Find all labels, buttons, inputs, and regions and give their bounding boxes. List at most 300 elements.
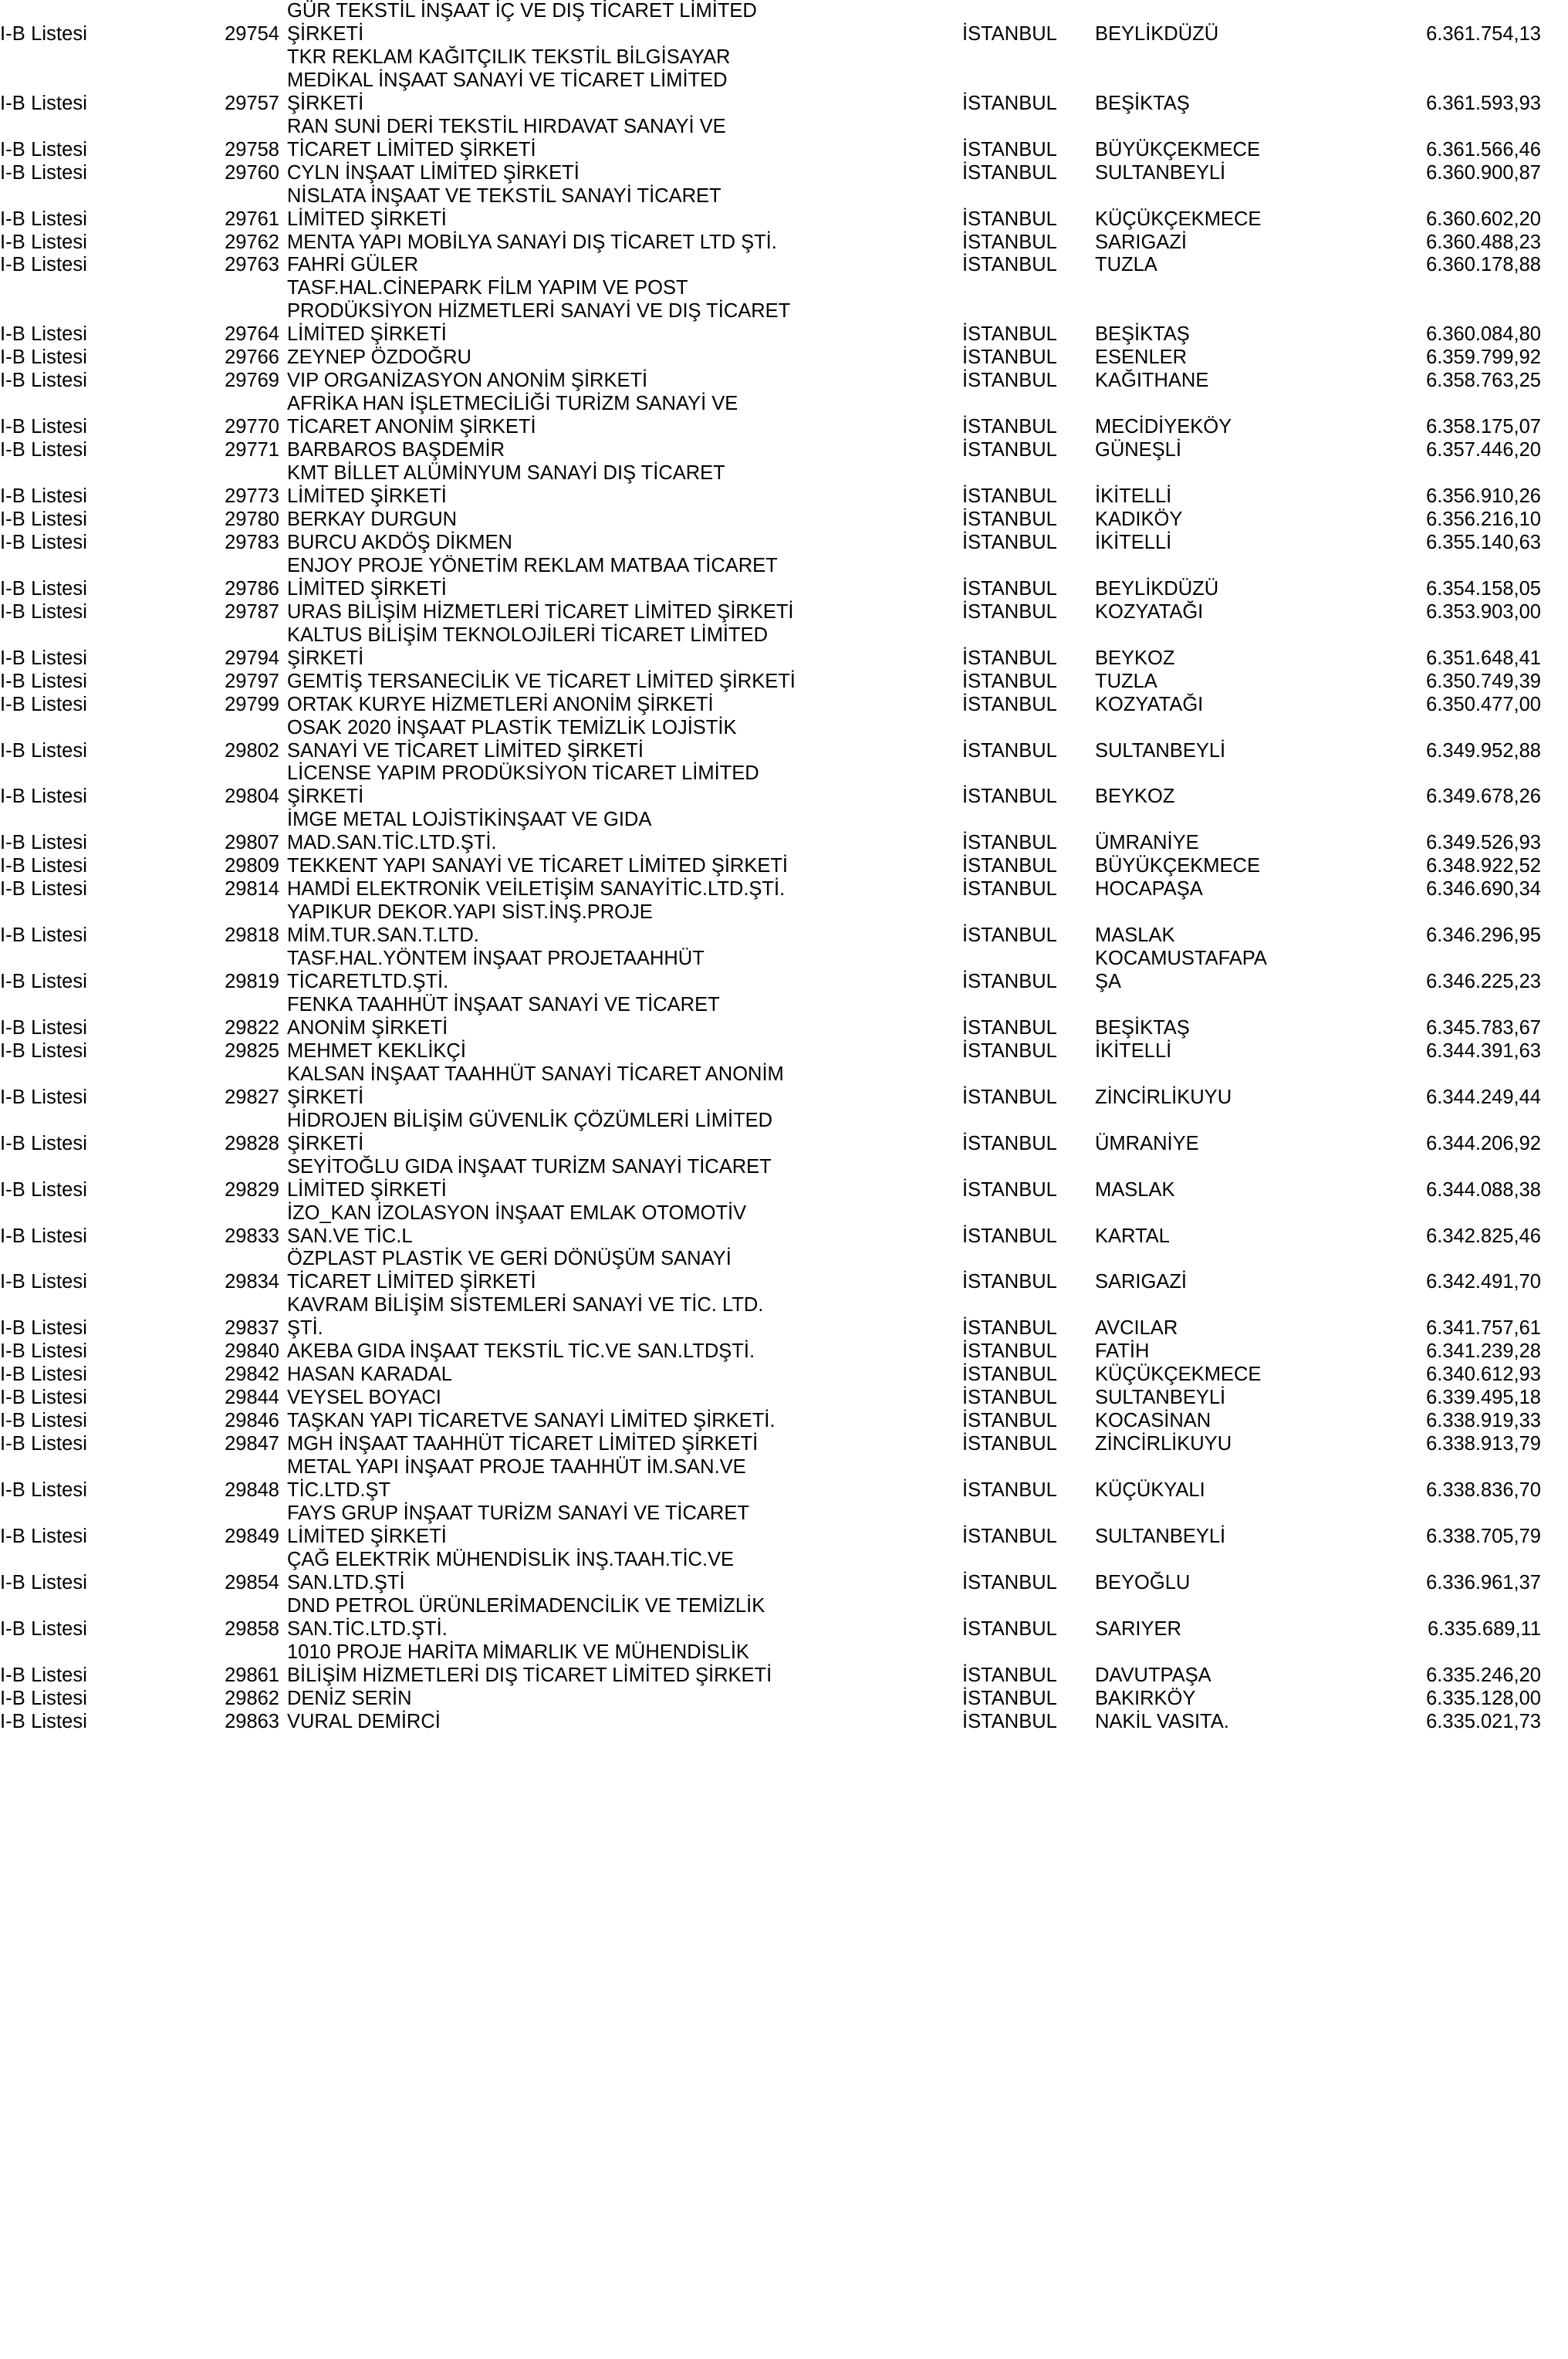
cell-taxpayer-name bbox=[287, 185, 962, 232]
cell-spacer bbox=[279, 1595, 287, 1641]
cell-list-type: I-B Listesi bbox=[0, 370, 88, 392]
cell-taxpayer-name bbox=[287, 1641, 962, 1688]
cell-spacer bbox=[133, 0, 196, 46]
cell-spacer bbox=[1086, 901, 1095, 948]
table-row bbox=[0, 232, 1568, 255]
cell-sequence-number: 29847 bbox=[225, 1433, 279, 1455]
cell-city: İSTANBUL bbox=[962, 161, 1057, 184]
cell-tax-office bbox=[1095, 948, 1319, 994]
cell-spacer bbox=[133, 1340, 196, 1364]
cell-list-type: I-B Listesi bbox=[0, 208, 88, 230]
cell-tax-office bbox=[1095, 1433, 1319, 1456]
cell-taxpayer-name bbox=[287, 1040, 962, 1063]
cell-sequence-number: 29804 bbox=[225, 786, 279, 808]
cell-debt-amount: 6.338.705,79 bbox=[1426, 1525, 1541, 1547]
cell-spacer bbox=[133, 509, 196, 532]
table-row bbox=[0, 1063, 1568, 1110]
cell-spacer bbox=[1086, 370, 1095, 393]
cell-spacer bbox=[279, 624, 287, 671]
cell-spacer bbox=[1541, 462, 1568, 509]
cell-debt-amount: 6.335.246,20 bbox=[1426, 1664, 1541, 1686]
cell-tax-office bbox=[1095, 1156, 1319, 1202]
cell-sequence-number: 29761 bbox=[225, 208, 279, 230]
tax-office-line: SARIGAZİ bbox=[1095, 1271, 1188, 1293]
cell-spacer bbox=[1541, 555, 1568, 601]
cell-city: İSTANBUL bbox=[962, 346, 1057, 369]
cell-spacer bbox=[1086, 555, 1095, 601]
cell-spacer bbox=[1086, 346, 1095, 370]
table-row bbox=[0, 509, 1568, 532]
cell-tax-office bbox=[1095, 277, 1319, 346]
cell-debt-amount: 6.345.783,67 bbox=[1426, 1016, 1541, 1039]
cell-spacer bbox=[279, 694, 287, 717]
cell-list-type: I-B Listesi bbox=[0, 346, 88, 369]
taxpayer-name-line: SAN.TİC.LTD.ŞTİ. bbox=[287, 1617, 448, 1640]
cell-taxpayer-name bbox=[287, 624, 962, 671]
cell-taxpayer-name bbox=[287, 1248, 962, 1294]
tax-office-line: MASLAK bbox=[1095, 924, 1175, 947]
tax-office-line: ÜMRANİYE bbox=[1095, 1132, 1199, 1154]
taxpayer-name-line: LİMİTED ŞİRKETİ bbox=[287, 1178, 447, 1201]
table-row bbox=[0, 694, 1568, 717]
cell-sequence-number: 29858 bbox=[225, 1617, 279, 1640]
cell-debt-amount: 6.351.648,41 bbox=[1426, 647, 1541, 669]
cell-list-type: I-B Listesi bbox=[0, 647, 88, 669]
cell-spacer bbox=[133, 1456, 196, 1502]
cell-spacer bbox=[133, 277, 196, 346]
taxpayer-name-line: LİCENSE YAPIM PRODÜKSİYON TİCARET LİMİTED bbox=[287, 762, 759, 785]
table-row bbox=[0, 1595, 1568, 1641]
cell-debt-amount: 6.342.825,46 bbox=[1426, 1225, 1541, 1247]
cell-spacer bbox=[1541, 1387, 1568, 1410]
cell-spacer bbox=[1541, 994, 1568, 1040]
cell-spacer bbox=[133, 948, 196, 994]
table-row bbox=[0, 1248, 1568, 1294]
tax-office-line: KAĞITHANE bbox=[1095, 370, 1209, 392]
cell-spacer bbox=[279, 1711, 287, 1734]
cell-city: İSTANBUL bbox=[962, 1317, 1057, 1340]
taxpayer-name-line: TİCARETLTD.ŞTİ. bbox=[287, 971, 449, 993]
cell-spacer bbox=[1541, 855, 1568, 878]
cell-list-type: I-B Listesi bbox=[0, 1132, 88, 1154]
taxpayer-name-line: VIP ORGANİZASYON ANONİM ŞİRKETİ bbox=[287, 370, 648, 392]
cell-city: İSTANBUL bbox=[962, 370, 1057, 392]
cell-sequence-number: 29842 bbox=[225, 1364, 279, 1386]
taxpayer-name-line: LİMİTED ŞİRKETİ bbox=[287, 1525, 447, 1547]
cell-taxpayer-name bbox=[287, 346, 962, 370]
cell-tax-office bbox=[1095, 254, 1319, 277]
cell-sequence-number: 29758 bbox=[225, 138, 279, 161]
taxpayer-name-line: 1010 PROJE HARİTA MİMARLIK VE MÜHENDİSLİK bbox=[287, 1641, 749, 1663]
cell-spacer bbox=[133, 346, 196, 370]
cell-debt-amount: 6.348.922,52 bbox=[1426, 855, 1541, 877]
cell-spacer bbox=[279, 1340, 287, 1364]
taxpayer-name-line: ŞİRKETİ bbox=[287, 786, 364, 808]
cell-spacer bbox=[1086, 948, 1095, 994]
cell-spacer bbox=[1541, 254, 1568, 277]
cell-tax-office bbox=[1095, 1110, 1319, 1156]
cell-spacer bbox=[279, 439, 287, 462]
cell-spacer bbox=[1086, 1063, 1095, 1110]
cell-sequence-number: 29822 bbox=[225, 1016, 279, 1039]
taxpayer-name-line: BİLİŞİM HİZMETLERİ DIŞ TİCARET LİMİTED ŞİRKETİ bbox=[287, 1664, 772, 1686]
cell-tax-office bbox=[1095, 694, 1319, 717]
cell-tax-office bbox=[1095, 1595, 1319, 1641]
cell-spacer bbox=[1086, 1433, 1095, 1456]
cell-taxpayer-name bbox=[287, 1156, 962, 1202]
cell-debt-amount: 6.341.239,28 bbox=[1426, 1340, 1541, 1363]
cell-taxpayer-name bbox=[287, 162, 962, 185]
cell-spacer bbox=[1541, 1110, 1568, 1156]
taxpayer-name-line: NİSLATA İNŞAAT VE TEKSTİL SANAYİ TİCARET bbox=[287, 184, 721, 207]
cell-tax-office bbox=[1095, 809, 1319, 855]
cell-spacer bbox=[133, 462, 196, 509]
cell-list-type: I-B Listesi bbox=[0, 670, 88, 692]
cell-spacer bbox=[133, 46, 196, 116]
cell-tax-office bbox=[1095, 1502, 1319, 1549]
cell-spacer bbox=[1541, 1202, 1568, 1249]
cell-tax-office bbox=[1095, 185, 1319, 232]
cell-spacer bbox=[1086, 1711, 1095, 1734]
cell-city: İSTANBUL bbox=[962, 1132, 1057, 1154]
cell-debt-amount: 6.360.900,87 bbox=[1426, 161, 1541, 184]
cell-spacer bbox=[1541, 1595, 1568, 1641]
cell-spacer bbox=[279, 232, 287, 255]
cell-spacer bbox=[279, 1387, 287, 1410]
cell-spacer bbox=[133, 994, 196, 1040]
table-row bbox=[0, 254, 1568, 277]
cell-city: İSTANBUL bbox=[962, 1525, 1057, 1547]
tax-office-line: ZİNCİRLİKUYU bbox=[1095, 1086, 1232, 1108]
cell-spacer bbox=[133, 162, 196, 185]
cell-spacer bbox=[133, 855, 196, 878]
taxpayer-name-line: LİMİTED ŞİRKETİ bbox=[287, 485, 447, 508]
table-row bbox=[0, 901, 1568, 948]
cell-spacer bbox=[279, 1202, 287, 1249]
cell-list-type: I-B Listesi bbox=[0, 1271, 88, 1293]
cell-spacer bbox=[133, 254, 196, 277]
cell-taxpayer-name bbox=[287, 1410, 962, 1433]
taxpayer-name-line: MEHMET KEKLİKÇİ bbox=[287, 1039, 466, 1062]
cell-tax-office bbox=[1095, 1063, 1319, 1110]
taxpayer-name-line: METAL YAPI İNŞAAT PROJE TAAHHÜT İM.SAN.VE bbox=[287, 1456, 746, 1479]
cell-tax-office bbox=[1095, 1410, 1319, 1433]
cell-spacer bbox=[1086, 1688, 1095, 1711]
cell-spacer bbox=[1086, 1364, 1095, 1387]
cell-sequence-number: 29757 bbox=[225, 92, 279, 114]
cell-debt-amount: 6.353.903,00 bbox=[1426, 600, 1541, 623]
cell-spacer bbox=[1086, 994, 1095, 1040]
cell-spacer bbox=[1086, 232, 1095, 255]
cell-sequence-number: 29760 bbox=[225, 161, 279, 184]
cell-list-type: I-B Listesi bbox=[0, 439, 88, 461]
table-row bbox=[0, 1456, 1568, 1502]
cell-list-type: I-B Listesi bbox=[0, 1617, 88, 1640]
tax-office-line: GÜNEŞLİ bbox=[1095, 439, 1181, 461]
cell-spacer bbox=[1541, 948, 1568, 994]
cell-sequence-number: 29780 bbox=[225, 508, 279, 530]
tax-office-line: KOZYATAĞI bbox=[1095, 693, 1204, 715]
cell-spacer bbox=[279, 1410, 287, 1433]
cell-spacer bbox=[279, 555, 287, 601]
taxpayer-name-line: VURAL DEMİRCİ bbox=[287, 1710, 441, 1732]
cell-list-type: I-B Listesi bbox=[0, 786, 88, 808]
tax-office-line: İKİTELLİ bbox=[1095, 1039, 1172, 1062]
cell-spacer bbox=[279, 1063, 287, 1110]
tax-office-line: KÜÇÜKÇEKMECE bbox=[1095, 208, 1262, 230]
tax-office-line: SARIYER bbox=[1095, 1617, 1181, 1640]
cell-spacer bbox=[1086, 855, 1095, 878]
cell-taxpayer-name bbox=[287, 1595, 962, 1641]
cell-spacer bbox=[1541, 901, 1568, 948]
cell-city: İSTANBUL bbox=[962, 1433, 1057, 1455]
cell-debt-amount: 6.349.952,88 bbox=[1426, 739, 1541, 762]
cell-spacer bbox=[133, 1433, 196, 1456]
cell-spacer bbox=[133, 232, 196, 255]
cell-spacer bbox=[133, 601, 196, 624]
table-row bbox=[0, 462, 1568, 509]
cell-spacer bbox=[1086, 1156, 1095, 1202]
cell-spacer bbox=[279, 1688, 287, 1711]
table-row bbox=[0, 1202, 1568, 1249]
cell-tax-office bbox=[1095, 346, 1319, 370]
cell-tax-office bbox=[1095, 1688, 1319, 1711]
cell-spacer bbox=[1086, 462, 1095, 509]
cell-spacer bbox=[133, 694, 196, 717]
table-row bbox=[0, 1387, 1568, 1410]
cell-spacer bbox=[1541, 624, 1568, 671]
cell-list-type: I-B Listesi bbox=[0, 1387, 88, 1409]
cell-city: İSTANBUL bbox=[962, 323, 1057, 346]
cell-list-type: I-B Listesi bbox=[0, 1364, 88, 1386]
cell-spacer bbox=[1086, 46, 1095, 116]
cell-tax-office bbox=[1095, 1387, 1319, 1410]
cell-taxpayer-name bbox=[287, 46, 962, 116]
cell-spacer bbox=[1541, 46, 1568, 116]
cell-taxpayer-name bbox=[287, 901, 962, 948]
cell-spacer bbox=[133, 1110, 196, 1156]
cell-list-type: I-B Listesi bbox=[0, 832, 88, 854]
cell-tax-office bbox=[1095, 1340, 1319, 1364]
cell-spacer bbox=[1541, 671, 1568, 694]
cell-tax-office bbox=[1095, 162, 1319, 185]
cell-debt-amount: 6.358.175,07 bbox=[1426, 416, 1541, 438]
cell-city: İSTANBUL bbox=[962, 1664, 1057, 1686]
cell-spacer bbox=[279, 671, 287, 694]
cell-spacer bbox=[1541, 1711, 1568, 1734]
cell-tax-office bbox=[1095, 46, 1319, 116]
taxpayer-name-line: ÖZPLAST PLASTİK VE GERİ DÖNÜŞÜM SANAYİ bbox=[287, 1248, 732, 1270]
cell-list-type: I-B Listesi bbox=[0, 924, 88, 947]
cell-city: İSTANBUL bbox=[962, 1571, 1057, 1594]
taxpayer-name-line: HİDROJEN BİLİŞİM GÜVENLİK ÇÖZÜMLERİ LİMİTED bbox=[287, 1109, 773, 1131]
table-row bbox=[0, 948, 1568, 994]
cell-spacer bbox=[279, 116, 287, 162]
table-row bbox=[0, 116, 1568, 162]
cell-city: İSTANBUL bbox=[962, 22, 1057, 45]
cell-list-type: I-B Listesi bbox=[0, 1525, 88, 1547]
taxpayer-name-line: KALSAN İNŞAAT TAAHHÜT SANAYİ TİCARET ANONİM bbox=[287, 1063, 784, 1085]
cell-taxpayer-name bbox=[287, 1549, 962, 1595]
taxpayer-name-line: TEKKENT YAPI SANAYİ VE TİCARET LİMİTED ŞİRKETİ bbox=[287, 855, 789, 877]
table-row bbox=[0, 1294, 1568, 1340]
cell-sequence-number: 29809 bbox=[225, 855, 279, 877]
table-row bbox=[0, 855, 1568, 878]
tax-office-line: BÜYÜKÇEKMECE bbox=[1095, 138, 1260, 161]
taxpayer-name-line: AFRİKA HAN İŞLETMECİLİĞİ TURİZM SANAYİ VE bbox=[287, 393, 738, 415]
cell-sequence-number: 29771 bbox=[225, 439, 279, 461]
cell-list-type: I-B Listesi bbox=[0, 739, 88, 762]
cell-list-type: I-B Listesi bbox=[0, 1317, 88, 1340]
cell-tax-office bbox=[1095, 717, 1319, 763]
cell-spacer bbox=[1086, 671, 1095, 694]
cell-tax-office bbox=[1095, 1040, 1319, 1063]
taxpayer-name-line: VEYSEL BOYACI bbox=[287, 1387, 441, 1409]
cell-taxpayer-name bbox=[287, 439, 962, 462]
cell-spacer bbox=[133, 1364, 196, 1387]
cell-sequence-number: 29849 bbox=[225, 1525, 279, 1547]
cell-list-type: I-B Listesi bbox=[0, 531, 88, 553]
cell-debt-amount: 6.335.021,73 bbox=[1426, 1710, 1541, 1732]
cell-taxpayer-name bbox=[287, 762, 962, 809]
cell-sequence-number: 29818 bbox=[225, 924, 279, 947]
cell-taxpayer-name bbox=[287, 994, 962, 1040]
cell-spacer bbox=[1541, 1410, 1568, 1433]
cell-spacer bbox=[1541, 0, 1568, 46]
cell-taxpayer-name bbox=[287, 1433, 962, 1456]
cell-spacer bbox=[1541, 185, 1568, 232]
cell-city: İSTANBUL bbox=[962, 1410, 1057, 1432]
cell-spacer bbox=[279, 185, 287, 232]
cell-taxpayer-name bbox=[287, 1711, 962, 1734]
table-row bbox=[0, 671, 1568, 694]
cell-spacer bbox=[1541, 762, 1568, 809]
tax-office-line: BAKIRKÖY bbox=[1095, 1687, 1196, 1709]
cell-spacer bbox=[133, 901, 196, 948]
table-row bbox=[0, 555, 1568, 601]
cell-sequence-number: 29770 bbox=[225, 416, 279, 438]
taxpayer-name-line: LİMİTED ŞİRKETİ bbox=[287, 323, 447, 346]
cell-list-type: I-B Listesi bbox=[0, 254, 88, 276]
cell-spacer bbox=[279, 1156, 287, 1202]
cell-tax-office bbox=[1095, 901, 1319, 948]
cell-spacer bbox=[133, 1549, 196, 1595]
taxpayer-name-line: YAPIKUR DEKOR.YAPI SİST.İNŞ.PROJE bbox=[287, 901, 653, 924]
table-row bbox=[0, 393, 1568, 439]
cell-debt-amount: 6.349.678,26 bbox=[1426, 786, 1541, 808]
table-row bbox=[0, 0, 1568, 46]
taxpayer-name-line: AKEBA GIDA İNŞAAT TEKSTİL TİC.VE SAN.LTDŞTİ. bbox=[287, 1340, 755, 1363]
cell-spacer bbox=[1541, 116, 1568, 162]
taxpayer-name-line: ORTAK KURYE HİZMETLERİ ANONİM ŞİRKETİ bbox=[287, 693, 714, 715]
cell-spacer bbox=[1086, 1294, 1095, 1340]
cell-debt-amount: 6.355.140,63 bbox=[1426, 531, 1541, 553]
cell-list-type: I-B Listesi bbox=[0, 508, 88, 530]
tax-office-line: TUZLA bbox=[1095, 670, 1157, 692]
cell-sequence-number: 29807 bbox=[225, 832, 279, 854]
cell-sequence-number: 29834 bbox=[225, 1271, 279, 1293]
cell-taxpayer-name bbox=[287, 694, 962, 717]
cell-city: İSTANBUL bbox=[962, 1340, 1057, 1363]
cell-sequence-number: 29833 bbox=[225, 1225, 279, 1247]
cell-spacer bbox=[1086, 601, 1095, 624]
cell-city: İSTANBUL bbox=[962, 1016, 1057, 1039]
cell-debt-amount: 6.356.910,26 bbox=[1426, 485, 1541, 508]
cell-spacer bbox=[279, 762, 287, 809]
taxpayer-name-line: ZEYNEP ÖZDOĞRU bbox=[287, 346, 471, 369]
table-row bbox=[0, 878, 1568, 901]
cell-list-type: I-B Listesi bbox=[0, 1410, 88, 1432]
table-row bbox=[0, 762, 1568, 809]
tax-office-line: KARTAL bbox=[1095, 1225, 1170, 1247]
tax-office-line: BEYLİKDÜZÜ bbox=[1095, 577, 1219, 600]
tax-office-line: SARIGAZİ bbox=[1095, 231, 1188, 253]
cell-city: İSTANBUL bbox=[962, 855, 1057, 877]
cell-spacer bbox=[1086, 1387, 1095, 1410]
cell-spacer bbox=[133, 671, 196, 694]
taxpayer-name-line: LİMİTED ŞİRKETİ bbox=[287, 577, 447, 600]
cell-taxpayer-name bbox=[287, 532, 962, 555]
tax-office-line: İKİTELLİ bbox=[1095, 531, 1172, 553]
tax-office-line: BÜYÜKÇEKMECE bbox=[1095, 855, 1260, 877]
cell-spacer bbox=[133, 624, 196, 671]
taxpayer-name-line: TİCARET LİMİTED ŞİRKETİ bbox=[287, 138, 536, 161]
tax-office-line: KÜÇÜKYALI bbox=[1095, 1479, 1205, 1501]
cell-city: İSTANBUL bbox=[962, 439, 1057, 461]
cell-spacer bbox=[1541, 1688, 1568, 1711]
cell-spacer bbox=[1086, 116, 1095, 162]
cell-city: İSTANBUL bbox=[962, 208, 1057, 230]
cell-taxpayer-name bbox=[287, 1202, 962, 1249]
cell-list-type: I-B Listesi bbox=[0, 1086, 88, 1108]
table-row bbox=[0, 1641, 1568, 1688]
cell-tax-office bbox=[1095, 1248, 1319, 1294]
cell-spacer bbox=[1541, 232, 1568, 255]
cell-tax-office bbox=[1095, 855, 1319, 878]
cell-taxpayer-name bbox=[287, 601, 962, 624]
cell-debt-amount: 6.341.757,61 bbox=[1426, 1317, 1541, 1340]
cell-city: İSTANBUL bbox=[962, 1687, 1057, 1709]
cell-city: İSTANBUL bbox=[962, 739, 1057, 762]
tax-office-line: SULTANBEYLİ bbox=[1095, 739, 1226, 762]
cell-spacer bbox=[133, 1641, 196, 1688]
cell-sequence-number: 29764 bbox=[225, 323, 279, 346]
cell-city: İSTANBUL bbox=[962, 508, 1057, 530]
cell-spacer bbox=[133, 439, 196, 462]
cell-taxpayer-name bbox=[287, 855, 962, 878]
cell-tax-office bbox=[1095, 439, 1319, 462]
taxpayer-name-line: HAMDİ ELEKTRONİK VEİLETİŞİM SANAYİTİC.LTD.ŞTİ. bbox=[287, 878, 786, 901]
table-row bbox=[0, 1364, 1568, 1387]
cell-list-type: I-B Listesi bbox=[0, 1340, 88, 1363]
cell-spacer bbox=[279, 601, 287, 624]
cell-list-type: I-B Listesi bbox=[0, 138, 88, 161]
cell-spacer bbox=[1086, 1595, 1095, 1641]
cell-spacer bbox=[1541, 162, 1568, 185]
cell-spacer bbox=[1541, 1641, 1568, 1688]
cell-list-type: I-B Listesi bbox=[0, 416, 88, 438]
cell-list-type: I-B Listesi bbox=[0, 22, 88, 45]
table-row bbox=[0, 1156, 1568, 1202]
cell-debt-amount: 6.358.763,25 bbox=[1426, 370, 1541, 392]
cell-city: İSTANBUL bbox=[962, 832, 1057, 854]
cell-spacer bbox=[279, 46, 287, 116]
tax-office-line: BEYKOZ bbox=[1095, 786, 1175, 808]
cell-spacer bbox=[279, 254, 287, 277]
tax-office-line: NAKİL VASITA. bbox=[1095, 1710, 1229, 1732]
cell-spacer bbox=[1541, 1549, 1568, 1595]
cell-spacer bbox=[133, 555, 196, 601]
